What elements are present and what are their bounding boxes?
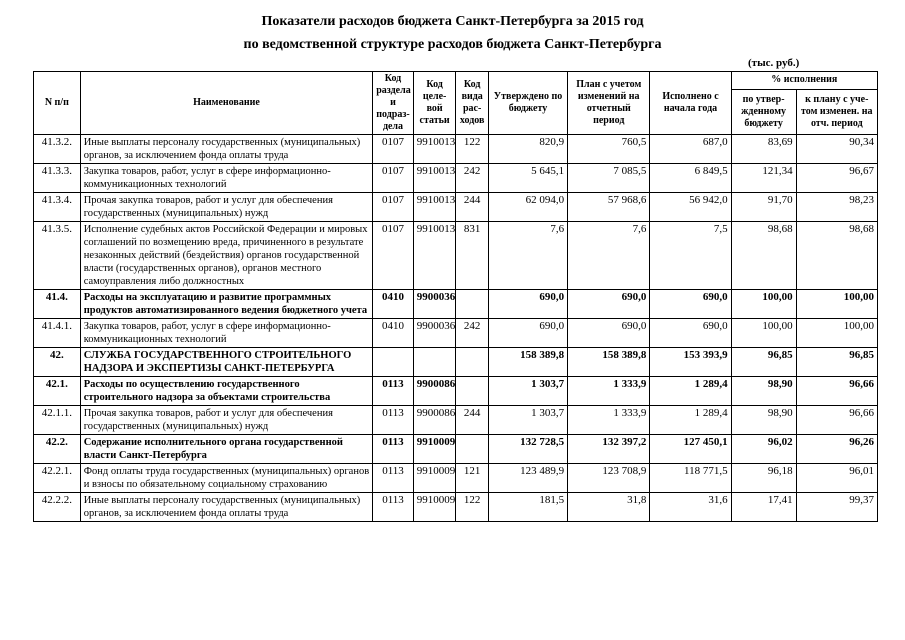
row-number: 42.2.2. [34,493,81,522]
row-target-code [413,348,456,377]
row-pct-plan: 98,68 [796,222,877,290]
row-pct-plan: 99,37 [796,493,877,522]
row-expense-type-code: 242 [456,164,488,193]
header-pct-approved: по утвер-жденному бюджету [731,89,796,135]
row-pct-plan: 100,00 [796,319,877,348]
row-plan: 1 333,9 [568,406,650,435]
table-row [34,406,878,435]
row-pct-approved: 96,02 [731,435,796,464]
header-expense-type-code: Код вида рас-ходов [456,72,488,135]
row-pct-plan: 96,01 [796,464,877,493]
row-pct-plan: 100,00 [796,290,877,319]
row-approved: 690,0 [488,290,567,319]
row-executed: 6 849,5 [650,164,731,193]
row-section-code: 0410 [373,290,414,319]
header-pct-plan: к плану с уче-том изменен. на отч. период [796,89,877,135]
row-approved: 123 489,9 [488,464,567,493]
row-plan: 7 085,5 [568,164,650,193]
row-section-code: 0113 [373,406,414,435]
table-row [34,290,878,319]
row-plan: 123 708,9 [568,464,650,493]
table-row [34,164,878,193]
row-name: СЛУЖБА ГОСУДАРСТВЕННОГО СТРОИТЕЛЬНОГО НАДЗОРА И ЭКСПЕРТИЗЫ САНКТ-ПЕТЕРБУРГА [80,348,372,377]
row-number: 41.4. [34,290,81,319]
row-name: Закупка товаров, работ, услуг в сфере информационно-коммуникационных технологий [80,319,372,348]
table-row [34,493,878,522]
row-pct-approved: 100,00 [731,290,796,319]
row-name: Закупка товаров, работ, услуг в сфере информационно-коммуникационных технологий [80,164,372,193]
row-expense-type-code: 244 [456,193,488,222]
row-number: 41.3.5. [34,222,81,290]
table-row [34,435,878,464]
table-row [34,464,878,493]
header-approved: Утверждено по бюджету [488,72,567,135]
row-pct-approved: 98,68 [731,222,796,290]
header-target-code: Код целе-вой статьи [413,72,456,135]
table-row [34,377,878,406]
row-pct-plan: 96,85 [796,348,877,377]
row-plan: 7,6 [568,222,650,290]
row-plan: 31,8 [568,493,650,522]
row-pct-plan: 96,66 [796,406,877,435]
row-number: 41.3.4. [34,193,81,222]
units-label: (тыс. руб.) [748,57,800,69]
row-name: Иные выплаты персоналу государственных (муниципальных) органов, за исключением фонда оплаты труда [80,135,372,164]
row-name: Фонд оплаты труда государственных (муниципальных) органов и взносы по обязательному социальному страхованию [80,464,372,493]
row-name: Исполнение судебных актов Российской Федерации и мировых соглашений по возмещению вреда, причиненного в результате незаконных действий (бездействия) органов государственной власти (государственных органов), органов местного самоуправления либо должностных [80,222,372,290]
row-name: Иные выплаты персоналу государственных (муниципальных) органов, за исключением фонда оплаты труда [80,493,372,522]
row-section-code: 0107 [373,193,414,222]
row-executed: 690,0 [650,290,731,319]
row-target-code: 9900036 [413,290,456,319]
row-plan: 690,0 [568,319,650,348]
table-body [34,135,878,522]
row-pct-approved: 100,00 [731,319,796,348]
header-num: N п/п [34,72,81,135]
row-name: Прочая закупка товаров, работ и услуг для обеспечения государственных (муниципальных) нужд [80,406,372,435]
row-number: 41.3.2. [34,135,81,164]
row-approved: 7,6 [488,222,567,290]
row-expense-type-code [456,348,488,377]
row-approved: 690,0 [488,319,567,348]
row-name: Прочая закупка товаров, работ и услуг для обеспечения государственных (муниципальных) нужд [80,193,372,222]
row-pct-approved: 96,18 [731,464,796,493]
row-approved: 62 094,0 [488,193,567,222]
header-name: Наименование [80,72,372,135]
header-executed: Исполнено с начала года [650,72,731,135]
row-target-code: 9910013 [413,164,456,193]
row-executed: 1 289,4 [650,377,731,406]
row-target-code: 9910009 [413,493,456,522]
row-number: 42.1.1. [34,406,81,435]
row-pct-approved: 98,90 [731,406,796,435]
row-section-code: 0410 [373,319,414,348]
table-row [34,135,878,164]
row-number: 42.2.1. [34,464,81,493]
row-pct-plan: 98,23 [796,193,877,222]
row-section-code: 0113 [373,464,414,493]
row-section-code: 0113 [373,493,414,522]
row-pct-plan: 96,66 [796,377,877,406]
row-expense-type-code: 244 [456,406,488,435]
report-subtitle: по ведомственной структуре расходов бюджета Санкт-Петербурга [243,37,662,52]
row-executed: 56 942,0 [650,193,731,222]
row-section-code: 0113 [373,377,414,406]
row-approved: 1 303,7 [488,406,567,435]
row-section-code: 0107 [373,135,414,164]
row-plan: 760,5 [568,135,650,164]
row-plan: 158 389,8 [568,348,650,377]
row-number: 42.2. [34,435,81,464]
header-plan: План с учетом изменений на отчетный период [568,72,650,135]
row-name: Содержание исполнительного органа государственной власти Санкт-Петербурга [80,435,372,464]
row-expense-type-code: 121 [456,464,488,493]
row-target-code: 9910013 [413,135,456,164]
row-executed: 687,0 [650,135,731,164]
row-number: 42. [34,348,81,377]
row-executed: 153 393,9 [650,348,731,377]
row-executed: 7,5 [650,222,731,290]
row-section-code: 0107 [373,164,414,193]
row-target-code: 9910009 [413,464,456,493]
budget-table [33,71,878,522]
row-expense-type-code [456,435,488,464]
row-pct-approved: 121,34 [731,164,796,193]
row-expense-type-code: 831 [456,222,488,290]
row-pct-approved: 83,69 [731,135,796,164]
report-title: Показатели расходов бюджета Санкт-Петербурга за 2015 год [261,14,644,29]
row-target-code: 9900036 [413,319,456,348]
table-row [34,319,878,348]
table-row [34,193,878,222]
row-plan: 57 968,6 [568,193,650,222]
row-executed: 127 450,1 [650,435,731,464]
row-pct-plan: 90,34 [796,135,877,164]
row-approved: 5 645,1 [488,164,567,193]
row-target-code: 9910013 [413,222,456,290]
row-expense-type-code: 122 [456,135,488,164]
header-percent-group: % исполнения [731,72,877,90]
row-approved: 181,5 [488,493,567,522]
row-target-code: 9910013 [413,193,456,222]
row-target-code: 9900086 [413,377,456,406]
row-pct-plan: 96,67 [796,164,877,193]
row-name: Расходы по осуществлению государственного строительного надзора за объектами строительства [80,377,372,406]
row-number: 42.1. [34,377,81,406]
row-target-code: 9900086 [413,406,456,435]
row-approved: 132 728,5 [488,435,567,464]
row-expense-type-code [456,377,488,406]
row-section-code: 0107 [373,222,414,290]
row-executed: 1 289,4 [650,406,731,435]
row-approved: 158 389,8 [488,348,567,377]
row-number: 41.4.1. [34,319,81,348]
row-pct-approved: 17,41 [731,493,796,522]
row-name: Расходы на эксплуатацию и развитие программных продуктов автоматизированного ведения бюджетного учета [80,290,372,319]
row-approved: 1 303,7 [488,377,567,406]
row-plan: 132 397,2 [568,435,650,464]
row-target-code: 9910009 [413,435,456,464]
row-plan: 690,0 [568,290,650,319]
row-pct-approved: 96,85 [731,348,796,377]
row-expense-type-code: 122 [456,493,488,522]
row-pct-approved: 91,70 [731,193,796,222]
row-approved: 820,9 [488,135,567,164]
row-expense-type-code: 242 [456,319,488,348]
row-section-code: 0113 [373,435,414,464]
row-executed: 31,6 [650,493,731,522]
row-section-code [373,348,414,377]
header-section-code: Код раздела и подраз-дела [373,72,414,135]
row-pct-approved: 98,90 [731,377,796,406]
row-pct-plan: 96,26 [796,435,877,464]
row-executed: 690,0 [650,319,731,348]
row-plan: 1 333,9 [568,377,650,406]
row-executed: 118 771,5 [650,464,731,493]
table-row [34,222,878,290]
row-expense-type-code [456,290,488,319]
table-row [34,348,878,377]
row-number: 41.3.3. [34,164,81,193]
